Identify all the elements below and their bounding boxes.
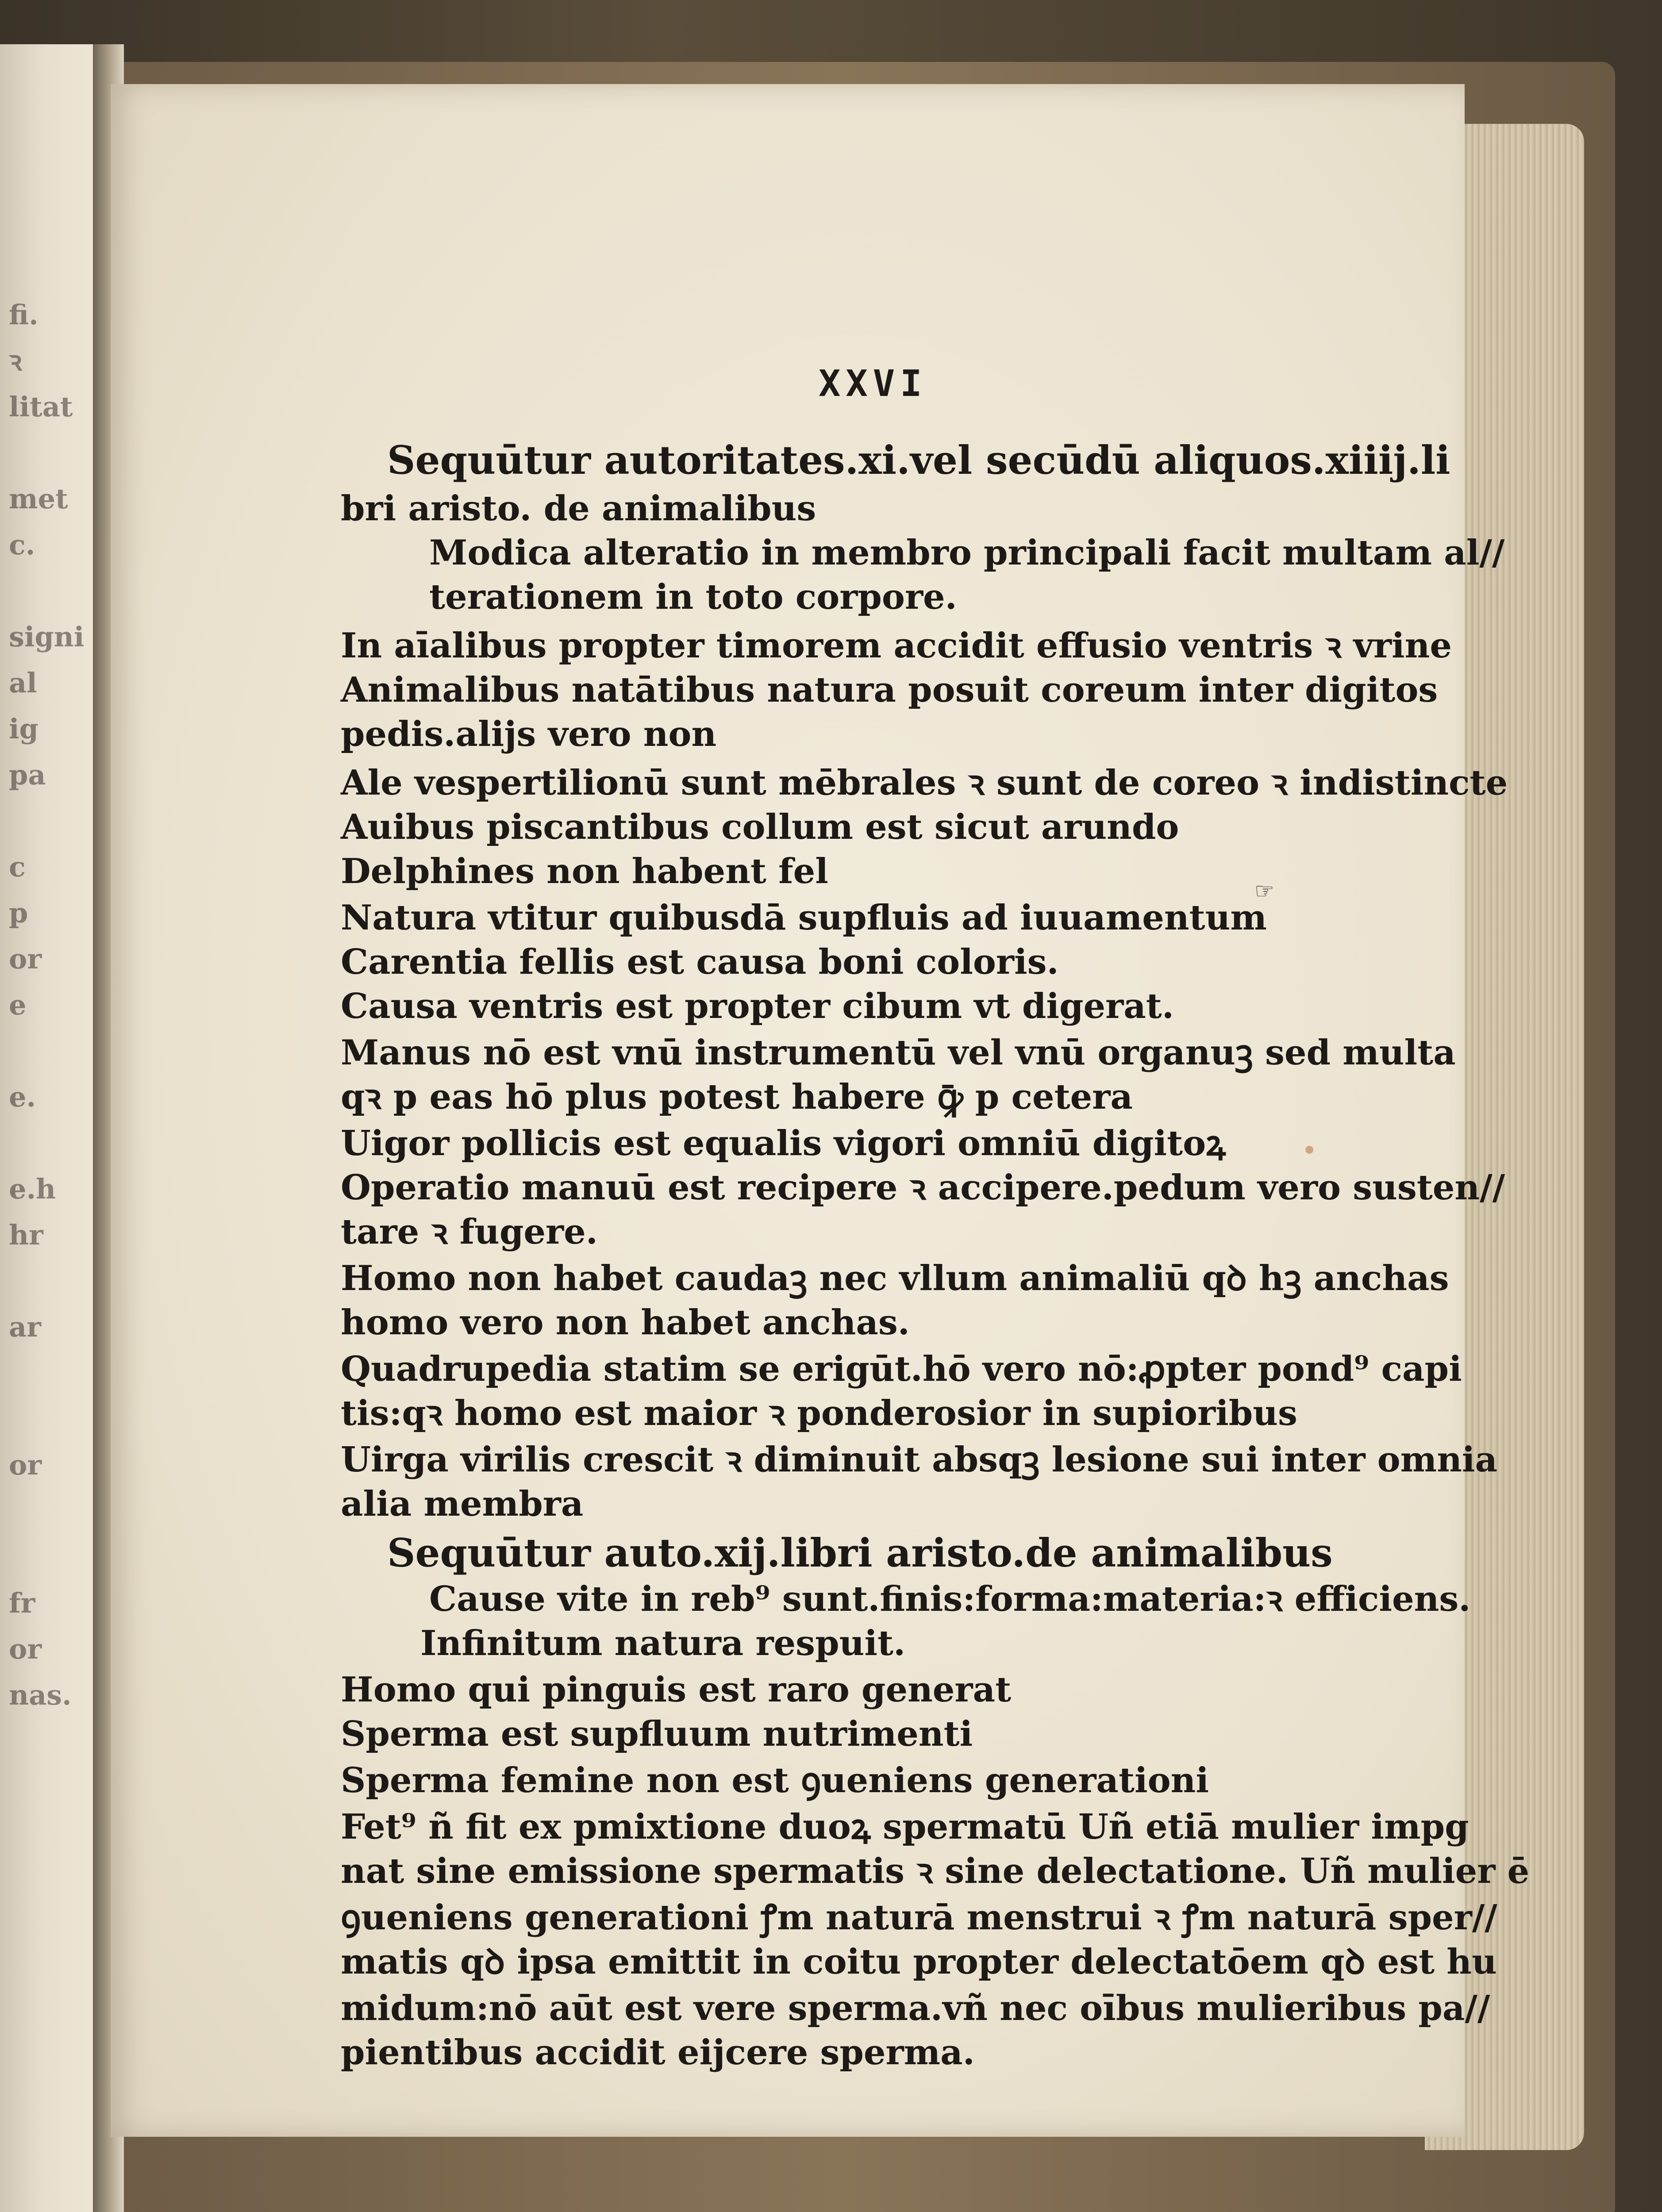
text-line: Sperma est supfluum nutrimenti	[341, 1714, 973, 1754]
section-heading-1: Sequūtur autoritates.xi.vel secūdū aliquos.xiiij.li	[387, 437, 1450, 483]
book-page	[111, 84, 1530, 2137]
text-line: homo vero non habet anchas.	[341, 1302, 910, 1343]
text-line: matis qꝺ ipsa emittit in coitu propter delectatōem qꝺ est hu	[341, 1942, 1497, 1982]
page-folio: XXVI	[819, 363, 927, 405]
paper-stain	[1305, 1146, 1313, 1154]
text-line: Auibus piscantibus collum est sicut arundo	[341, 807, 1179, 847]
text-line: midum:nō aūt est vere sperma.vñ nec oībus mulieribus pa//	[341, 1988, 1490, 2028]
text-line: Manus nō est vnū instrumentū vel vnū organuꝫ sed multa	[341, 1033, 1456, 1073]
text-line: In aīalibus propter timorem accidit effusio ventris ꝛ vrine	[341, 626, 1452, 666]
text-line: pientibus accidit eijcere sperma.	[341, 2032, 975, 2073]
text-line: tis:qꝛ homo est maior ꝛ ponderosior in supioribus	[341, 1393, 1297, 1433]
text-line: Uirga virilis crescit ꝛ diminuit absqꝫ lesione sui inter omnia	[341, 1440, 1498, 1480]
text-line: Delphines non habent fel	[341, 851, 828, 891]
text-line: Fet⁹ ñ fit ex pmixtione duoꝝ spermatū Uñ etiā mulier impg	[341, 1807, 1469, 1847]
text-line: Cause vite in reb⁹ sunt.finis:forma:materia:ꝛ efficiens.	[429, 1579, 1471, 1619]
text-line: Natura vtitur quibusdā supfluis ad iuuamentum	[341, 898, 1267, 938]
text-line: ꝯueniens generationi ꝭm naturā menstrui ꝛ ꝭm naturā sper//	[341, 1897, 1497, 1938]
section-heading-2: Sequūtur auto.xij.libri aristo.de animalibus	[387, 1530, 1333, 1576]
previous-page-fragments: fi. ꝛ litat met c. signi al ig pa c p or e e. e.h hr ar or fr or nas.	[9, 299, 85, 1711]
pointing-hand-icon: ☞	[1254, 878, 1274, 904]
text-line: Animalibus natātibus natura posuit coreum inter digitos	[341, 670, 1438, 710]
text-line: Ale vespertilionū sunt mēbrales ꝛ sunt de coreo ꝛ indistincte	[341, 763, 1508, 803]
text-line: Homo qui pinguis est raro generat	[341, 1670, 1012, 1710]
text-line: pedis.alijs vero non	[341, 714, 717, 754]
text-line: terationem in toto corpore.	[429, 577, 957, 617]
text-line: Homo non habet caudaꝫ nec vllum animaliū qꝺ hꝫ anchas	[341, 1258, 1449, 1298]
text-line: Modica alteratio in membro principali facit multam al//	[429, 533, 1505, 573]
text-line: alia membra	[341, 1484, 584, 1524]
text-line: bri aristo. de animalibus	[341, 488, 816, 529]
text-line: Sperma femine non est ꝯueniens generationi	[341, 1760, 1209, 1801]
text-line: Uigor pollicis est equalis vigori omniū digitoꝝ	[341, 1123, 1226, 1164]
text-line: Operatio manuū est recipere ꝛ accipere.pedum vero susten//	[341, 1167, 1505, 1208]
text-line: Quadrupedia statim se erigūt.hō vero nō:ꝓpter pond⁹ capi	[341, 1349, 1462, 1389]
text-line: qꝛ p eas hō plus potest habere ꝙ̄ p cetera	[341, 1077, 1133, 1117]
text-line: Causa ventris est propter cibum vt digerat.	[341, 986, 1174, 1026]
text-line: Carentia fellis est causa boni coloris.	[341, 942, 1059, 982]
text-line: nat sine emissione spermatis ꝛ sine delectatione. Uñ mulier ē	[341, 1851, 1530, 1891]
text-line: tare ꝛ fugere.	[341, 1212, 598, 1252]
text-line: Infinitum natura respuit.	[420, 1623, 906, 1663]
